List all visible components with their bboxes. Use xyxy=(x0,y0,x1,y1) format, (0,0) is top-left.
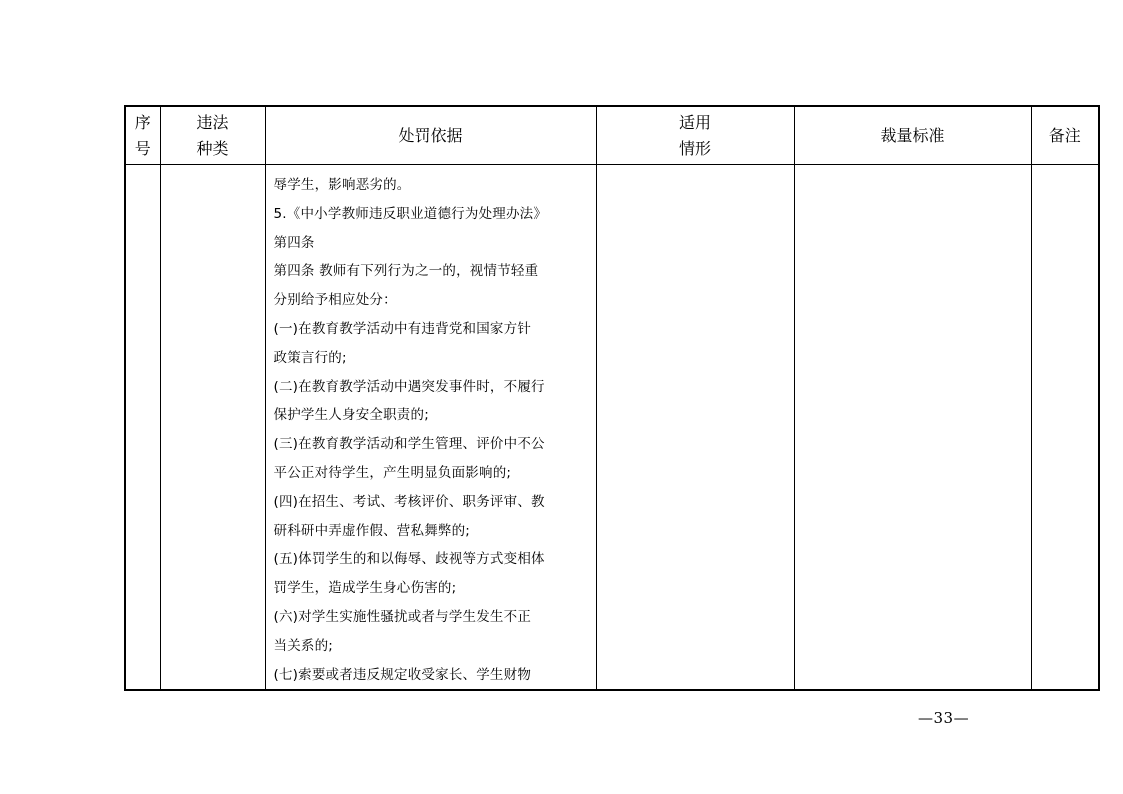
basis-line: (七)索要或者违反规定收受家长、学生财物 xyxy=(273,666,532,683)
cell-remarks xyxy=(1031,165,1099,691)
basis-line: 5.《中小学教师违反职业道德行为处理办法》 xyxy=(273,205,548,222)
header-applicable-situation: 适用 情形 xyxy=(596,106,794,165)
header-violation-type: 违法 种类 xyxy=(160,106,265,165)
cell-violation-type xyxy=(160,165,265,691)
table-header-row xyxy=(125,106,1099,165)
basis-line: (五)体罚学生的和以侮辱、歧视等方式变相体 xyxy=(273,551,545,568)
table-row xyxy=(125,165,1099,691)
header-remarks: 备注 xyxy=(1031,106,1099,165)
penalty-table xyxy=(124,105,1100,691)
header-discretion-standard: 裁量标准 xyxy=(794,106,1031,165)
page-number: —33— xyxy=(918,709,970,727)
basis-line: (四)在招生、考试、考核评价、职务评审、教 xyxy=(273,493,545,510)
cell-applicable-situation xyxy=(596,165,794,691)
cell-penalty-basis xyxy=(265,165,596,691)
basis-line: 当关系的; xyxy=(273,637,334,654)
penalty-basis-text xyxy=(266,165,596,689)
basis-line: (一)在教育教学活动中有违背党和国家方针 xyxy=(273,320,532,337)
cell-seq xyxy=(125,165,160,691)
basis-line: 罚学生，造成学生身心伤害的; xyxy=(273,580,457,597)
basis-line: (三)在教育教学活动和学生管理、评价中不公 xyxy=(273,436,545,453)
header-penalty-basis: 处罚依据 xyxy=(265,106,596,165)
basis-line: 辱学生，影响恶劣的。 xyxy=(273,177,411,193)
cell-discretion-standard xyxy=(794,165,1031,691)
header-seq: 序 号 xyxy=(125,106,160,165)
basis-line: 政策言行的; xyxy=(273,349,347,366)
basis-line: (六)对学生实施性骚扰或者与学生发生不正 xyxy=(273,608,532,625)
basis-line: 研科研中弄虚作假、营私舞弊的; xyxy=(273,522,471,539)
basis-line: 分别给予相应处分： xyxy=(273,292,397,309)
basis-line: 第四条 教师有下列行为之一的，视情节轻重 xyxy=(273,263,539,280)
basis-line: 第四条 xyxy=(273,234,315,251)
basis-line: 保护学生人身安全职责的; xyxy=(273,407,429,424)
basis-line: (二)在教育教学活动中遇突发事件时，不履行 xyxy=(273,378,545,395)
basis-line: 平公正对待学生，产生明显负面影响的; xyxy=(273,464,512,481)
